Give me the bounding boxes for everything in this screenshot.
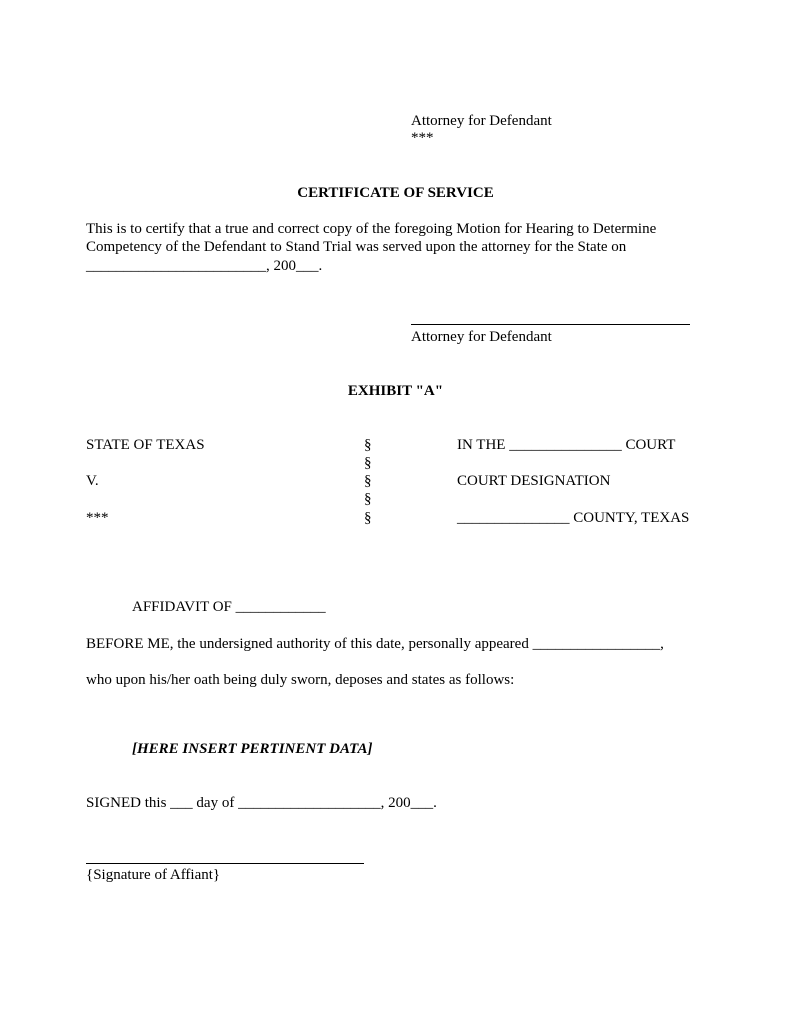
certificate-line-3: ________________________, 200___.	[86, 258, 323, 274]
certificate-signature-role: Attorney for Defendant	[411, 329, 552, 345]
affidavit-who-upon: who upon his/her oath being duly sworn, deposes and states as follows:	[86, 672, 515, 688]
section-mark: §	[364, 510, 372, 526]
certificate-line-2: Competency of the Defendant to Stand Trial was served upon the attorney for the State on	[86, 239, 627, 255]
affidavit-title: AFFIDAVIT OF ____________	[132, 599, 326, 615]
certificate-line-1: This is to certify that a true and correct copy of the foregoing Motion for Hearing to Determine	[86, 221, 657, 237]
attorney-role-top: Attorney for Defendant	[411, 113, 552, 129]
section-mark: §	[364, 473, 372, 489]
affiant-signature-line	[86, 863, 364, 864]
section-mark: §	[364, 437, 372, 453]
caption-court: IN THE _______________ COURT	[457, 437, 676, 453]
attorney-name-top: ***	[411, 130, 434, 146]
section-mark: §	[364, 455, 372, 471]
caption-state: STATE OF TEXAS	[86, 437, 205, 453]
affiant-signature-label: {Signature of Affiant}	[86, 867, 221, 883]
affidavit-insert-data: [HERE INSERT PERTINENT DATA]	[132, 741, 373, 757]
certificate-signature-line	[411, 324, 690, 325]
section-mark: §	[364, 491, 372, 507]
caption-county: _______________ COUNTY, TEXAS	[457, 510, 690, 526]
exhibit-heading: EXHIBIT "A"	[347, 383, 444, 399]
caption-defendant: ***	[86, 510, 109, 526]
caption-versus: V.	[86, 473, 99, 489]
certificate-heading: CERTIFICATE OF SERVICE	[297, 185, 494, 201]
affidavit-before-me: BEFORE ME, the undersigned authority of this date, personally appeared _________________,	[86, 636, 664, 652]
caption-court-designation: COURT DESIGNATION	[457, 473, 611, 489]
affidavit-signed-line: SIGNED this ___ day of ___________________, 200___.	[86, 795, 437, 811]
